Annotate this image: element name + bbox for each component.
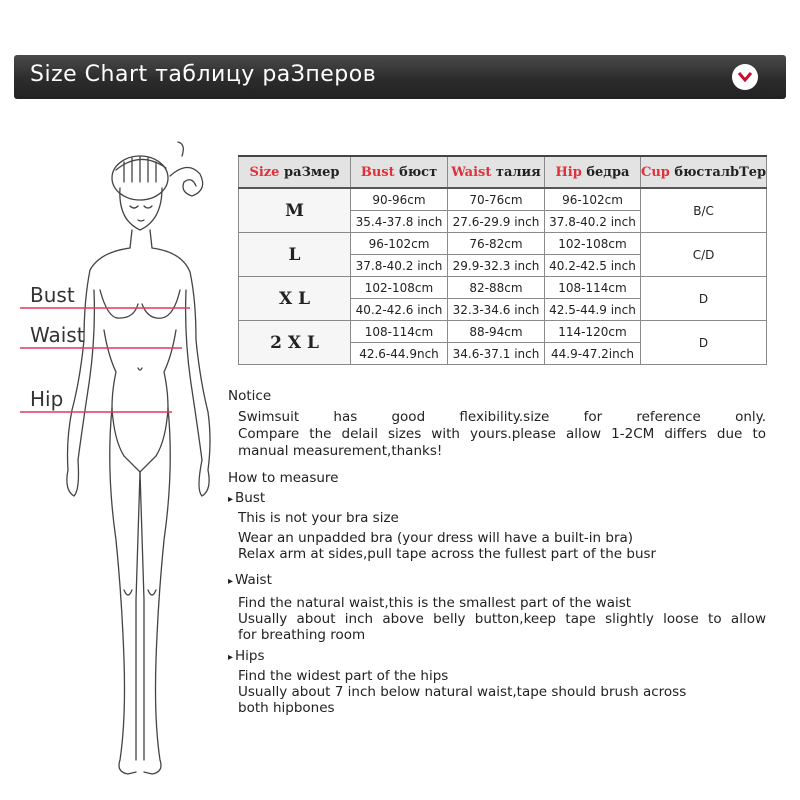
cup-cell: C/D — [641, 233, 767, 277]
size-cell: M — [239, 188, 351, 233]
bust-inch-cell: 40.2-42.6 inch — [351, 299, 448, 321]
hip-cm-cell: 102-108cm — [545, 233, 641, 255]
arrow-right-icon: ▸ — [228, 652, 234, 663]
bust-cm-cell: 102-108cm — [351, 277, 448, 299]
waist-line: Find the natural waist,this is the smallest part of the waist — [238, 595, 632, 611]
waist-inch-cell: 29.9-32.3 inch — [448, 255, 545, 277]
notice-heading: Notice — [228, 388, 272, 404]
bust-cm-cell: 96-102cm — [351, 233, 448, 255]
header-hip: Hip бедра — [545, 156, 641, 188]
bust-inch-cell: 37.8-40.2 inch — [351, 255, 448, 277]
hips-line: Usually about 7 inch below natural waist,tape should brush across — [238, 684, 687, 700]
hips-line: Find the widest part of the hips — [238, 668, 449, 684]
bust-line: This is not your bra size — [238, 510, 399, 526]
waist-label: Waist — [30, 323, 85, 347]
body-figure-illustration — [20, 140, 240, 790]
hip-inch-cell: 40.2-42.5 inch — [545, 255, 641, 277]
header-waist: Waist талия — [448, 156, 545, 188]
waist-cm-cell: 70-76cm — [448, 188, 545, 211]
bust-line: Relax arm at sides,pull tape across the fullest part of the busr — [238, 546, 657, 562]
hip-cm-cell: 114-120cm — [545, 321, 641, 343]
table-row — [239, 277, 767, 299]
how-to-measure-heading: How to measure — [228, 470, 339, 486]
waist-cm-cell: 76-82cm — [448, 233, 545, 255]
table-header-row — [239, 156, 767, 188]
hip-cm-cell: 108-114cm — [545, 277, 641, 299]
cup-cell: D — [641, 321, 767, 365]
banner-title: Size Chart таблицу раЗперов — [30, 62, 377, 87]
waist-cm-cell: 82-88cm — [448, 277, 545, 299]
hips-section-title: ▸ Hips — [228, 648, 265, 664]
header-banner — [14, 55, 786, 99]
bust-section-title: ▸ Bust — [228, 490, 266, 506]
bust-inch-cell: 35.4-37.8 inch — [351, 211, 448, 233]
waist-section-title: ▸ Waist — [228, 572, 272, 588]
hip-label: Hip — [30, 387, 64, 411]
bust-label: Bust — [30, 283, 75, 307]
hip-inch-cell: 44.9-47.2inch — [545, 343, 641, 365]
size-cell: 2 X L — [239, 321, 351, 365]
hips-line: both hipbones — [238, 700, 335, 716]
notice-line: manual measurement,thanks! — [238, 443, 443, 459]
waist-line: for breathing room — [238, 627, 366, 643]
size-chart-table — [238, 155, 767, 365]
arrow-right-icon: ▸ — [228, 576, 234, 587]
size-cell: L — [239, 233, 351, 277]
hip-cm-cell: 96-102cm — [545, 188, 641, 211]
hip-inch-cell: 37.8-40.2 inch — [545, 211, 641, 233]
cup-cell: B/C — [641, 188, 767, 233]
hip-inch-cell: 42.5-44.9 inch — [545, 299, 641, 321]
notice-line: Swimsuit has good flexibility.size for reference only. — [238, 409, 766, 425]
waist-line: Usually about inch above belly button,keep tape slightly loose to allow — [238, 611, 766, 627]
table-row — [239, 233, 767, 255]
waist-inch-cell: 27.6-29.9 inch — [448, 211, 545, 233]
table-row — [239, 188, 767, 211]
bust-cm-cell: 108-114cm — [351, 321, 448, 343]
waist-inch-cell: 34.6-37.1 inch — [448, 343, 545, 365]
waist-inch-cell: 32.3-34.6 inch — [448, 299, 545, 321]
size-cell: X L — [239, 277, 351, 321]
bust-cm-cell: 90-96cm — [351, 188, 448, 211]
header-bust: Bust бюст — [351, 156, 448, 188]
arrow-right-icon: ▸ — [228, 494, 234, 505]
header-size: Size раЗмер — [239, 156, 351, 188]
waist-cm-cell: 88-94cm — [448, 321, 545, 343]
notice-line: Compare the delail sizes with yours.please allow 1-2CM differs due to — [238, 426, 766, 442]
cup-cell: D — [641, 277, 767, 321]
chevron-down-circle-icon[interactable] — [732, 64, 758, 90]
bust-line: Wear an unpadded bra (your dress will have a built-in bra) — [238, 530, 634, 546]
header-cup: Cup бюсталbТер — [641, 156, 767, 188]
bust-inch-cell: 42.6-44.9nch — [351, 343, 448, 365]
table-row — [239, 321, 767, 343]
